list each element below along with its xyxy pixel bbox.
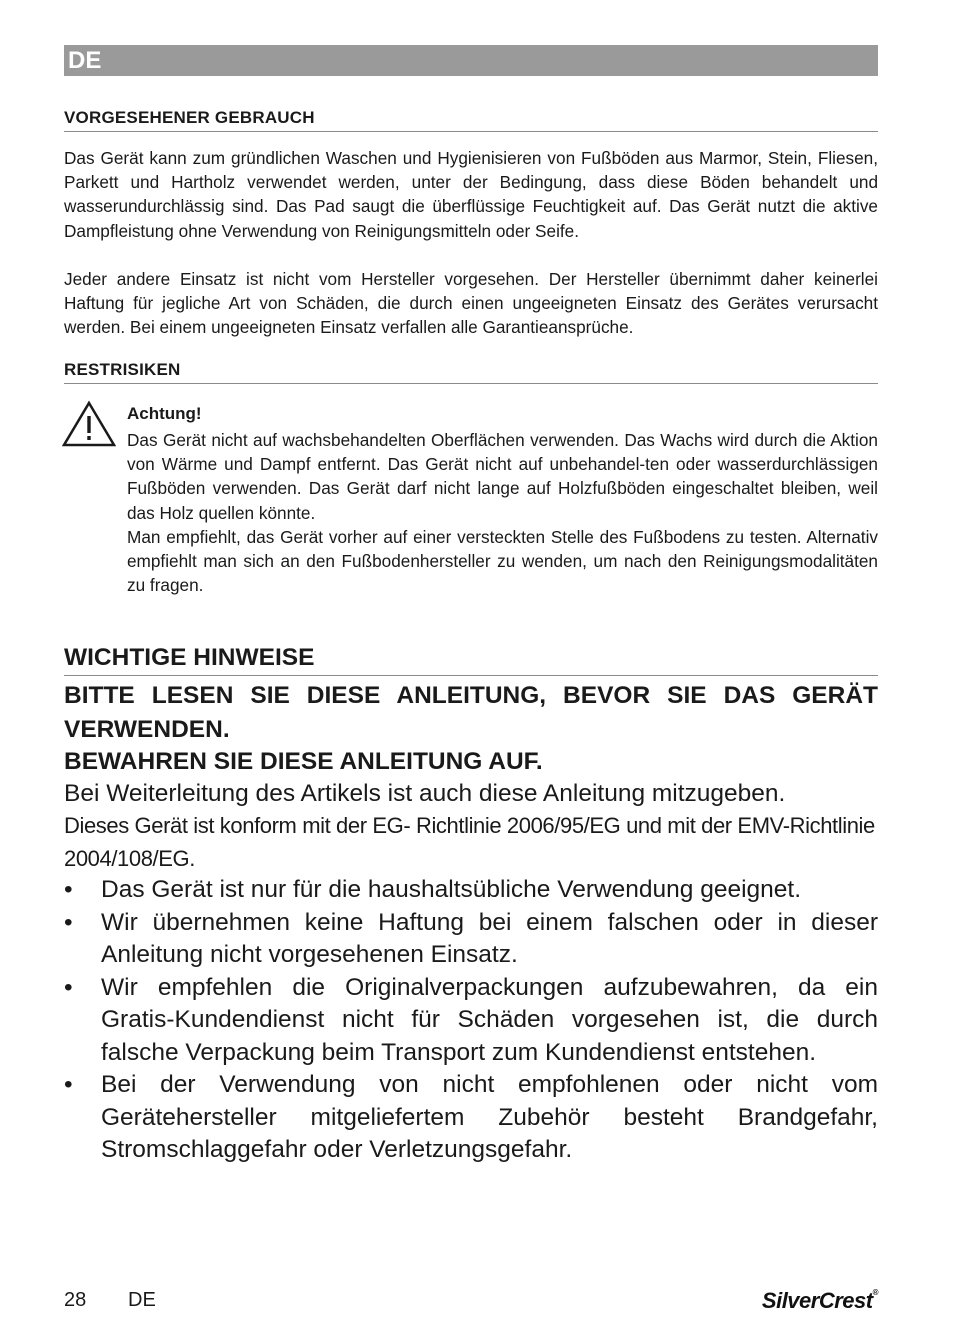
page-number: 28 [64, 1289, 87, 1311]
warning-text-1: Das Gerät nicht auf wachsbehandelten Oberflächen verwenden. Das Wachs wird durch die Aktion von Wärme und Dampf entfernt. Das Gerät nicht auf unbehandel-ten oder wasserdurchlässigen Fußböden verwenden. Das Gerät darf nicht lange auf Holzfußböden eingeschaltet bleiben, weil das Holz quellen könnte. [127, 430, 878, 523]
read-instructions-headline: BITTE LESEN SIE DIESE ANLEITUNG, BEVOR SIE DAS GERÄT VERWENDEN. [64, 682, 878, 743]
language-badge: DE [68, 47, 102, 74]
warning-text-2: Man empfiehlt, das Gerät vorher auf einer versteckten Stelle des Fußbodens zu testen. Alternativ empfiehlt man sich an den Fußbodenhersteller zu wenden, um nach den Reinigungsmodalitäten zu fragen. [127, 527, 878, 596]
bullet-text: Bei der Verwendung von nicht empfohlenen oder nicht vom Gerätehersteller mitgeliefertem Zubehör besteht Brandgefahr, Stromschlaggefahr oder Verletzungsgefahr. [101, 1071, 878, 1163]
conformity-text: Dieses Gerät ist konform mit der EG- Richtlinie 2006/95/EG und mit der EMV-Richtlinie 2004/108/EG. [64, 813, 875, 871]
safety-bullet-list [64, 874, 878, 1167]
warning-title: Achtung! [127, 404, 202, 423]
list-item [64, 874, 878, 907]
warning-triangle-icon [62, 400, 116, 448]
bullet-symbol: • [64, 876, 73, 903]
footer-language: DE [128, 1289, 156, 1311]
brand-name: SilverCrest [761, 1288, 873, 1313]
keep-instructions-headline: BEWAHREN SIE DIESE ANLEITUNG AUF. [64, 748, 543, 775]
list-item [64, 1069, 878, 1167]
bullet-symbol: • [64, 973, 73, 1001]
bullet-text: Wir übernehmen keine Haftung bei einem falschen oder in dieser Anleitung nicht vorgesehenen Einsatz. [101, 908, 878, 968]
bullet-text: Wir empfehlen die Originalverpackungen aufzubewahren, da ein Gratis-Kundendienst nicht für Schäden vorgesehen ist, die durch falsche Verpackung beim Transport zum Kundendienst entstehen. [101, 973, 878, 1066]
intended-use-paragraph-1: Das Gerät kann zum gründlichen Waschen und Hygienisieren von Fußböden aus Marmor, Stein, Fliesen, Parkett und Hartholz verwendet werden, unter der Bedingung, dass diese Böden behandelt und wasserundurchlässig sind. Das Pad saugt die überflüssige Feuchtigkeit auf. Das Gerät nutzt die aktive Dampfleistung ohne Verwendung von Reinigungsmitteln oder Seife. [64, 148, 878, 241]
bullet-symbol: • [64, 908, 73, 936]
brand-logo: SilverCrest® [761, 1288, 878, 1313]
pass-on-instructions-text: Bei Weiterleitung des Artikels ist auch diese Anleitung mitzugeben. [64, 780, 786, 807]
section-title-important-notes: WICHTIGE HINWEISE [64, 641, 878, 676]
language-header-bar [64, 45, 878, 76]
bullet-text: Das Gerät ist nur für die haushaltsübliche Verwendung geeignet. [101, 876, 802, 903]
list-item [64, 972, 878, 1070]
list-item [64, 907, 878, 972]
bullet-symbol: • [64, 1071, 73, 1098]
intended-use-paragraph-2: Jeder andere Einsatz ist nicht vom Hersteller vorgesehen. Der Hersteller übernimmt daher keinerlei Haftung für jegliche Art von Schäden, die durch einen ungeeigneten Einsatz des Gerätes verursacht werden. Bei einem ungeeigneten Einsatz verfallen alle Garantieansprüche. [64, 269, 878, 338]
section-title-residual-risks: RESTRISIKEN [64, 360, 878, 384]
section-title-intended-use: VORGESEHENER GEBRAUCH [64, 108, 878, 132]
